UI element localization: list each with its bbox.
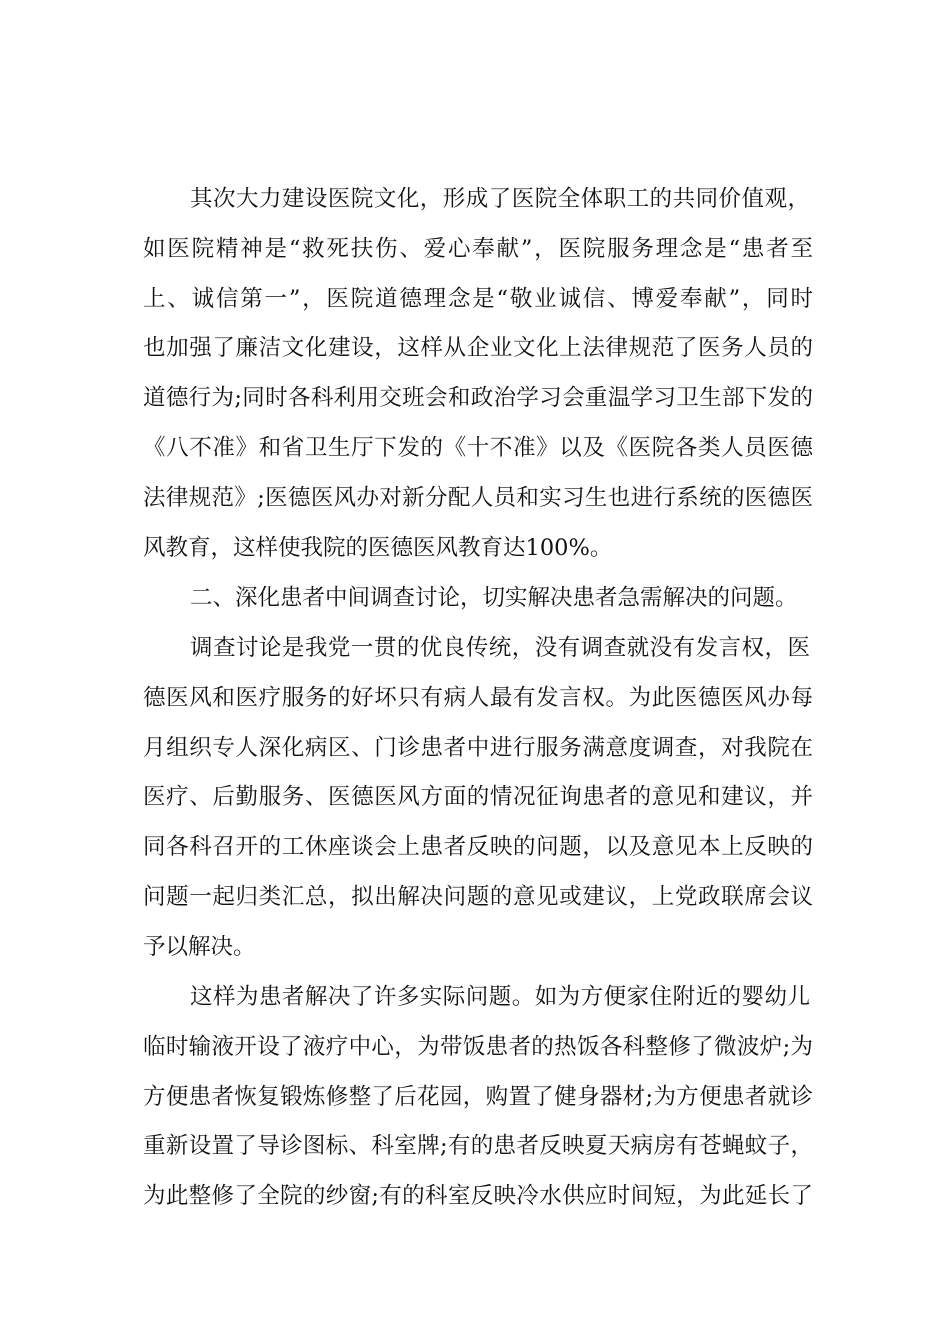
text-line: 德医风和医疗服务的好坏只有病人最有发言权。为此医德医风办每 [143, 685, 813, 711]
text-line: 这样为患者解决了许多实际问题。如为方便家住附近的婴幼儿 [190, 984, 810, 1010]
text-line: 其次大力建设医院文化，形成了医院全体职工的共同价值观， [190, 186, 810, 212]
text-line: 上、诚信第一”，医院道德理念是“敬业诚信、博爱奉献”，同时 [143, 286, 813, 312]
text-line: 予以解决。 [143, 934, 256, 960]
text-line: 问题一起归类汇总，拟出解决问题的意见或建议，上党政联席会议 [143, 884, 813, 910]
text-line: 法律规范》;医德医风办对新分配人员和实习生也进行系统的医德医 [143, 485, 813, 511]
text-line: 月组织专人深化病区、门诊患者中进行服务满意度调查，对我院在 [143, 735, 813, 761]
text-line: 为此整修了全院的纱窗;有的科室反映冷水供应时间短，为此延长了 [143, 1183, 813, 1209]
text-line: 如医院精神是“救死扶伤、爱心奉献”，医院服务理念是“患者至 [143, 236, 813, 262]
text-line: 调查讨论是我党一贯的优良传统，没有调查就没有发言权，医 [190, 635, 810, 661]
text-line: 医疗、后勤服务、医德医风方面的情况征询患者的意见和建议，并 [143, 784, 813, 810]
text-line: 重新设置了导诊图标、科室牌;有的患者反映夏天病房有苍蝇蚊子， [143, 1133, 813, 1159]
text-line: 《八不准》和省卫生厅下发的《十不准》以及《医院各类人员医德 [143, 435, 813, 461]
text-line: 也加强了廉洁文化建设，这样从企业文化上法律规范了医务人员的 [143, 335, 813, 361]
text-line: 临时输液开设了液疗中心，为带饭患者的热饭各科整修了微波炉;为 [143, 1034, 813, 1060]
text-line: 道德行为;同时各科利用交班会和政治学习会重温学习卫生部下发的 [143, 385, 813, 411]
section-heading: 二、深化患者中间调查讨论，切实解决患者急需解决的问题。 [190, 585, 798, 611]
text-line: 风教育，这样使我院的医德医风教育达100%。 [143, 535, 613, 561]
text-line: 同各科召开的工休座谈会上患者反映的问题，以及意见本上反映的 [143, 834, 813, 860]
text-line: 方便患者恢复锻炼修整了后花园，购置了健身器材;为方便患者就诊 [143, 1084, 813, 1110]
